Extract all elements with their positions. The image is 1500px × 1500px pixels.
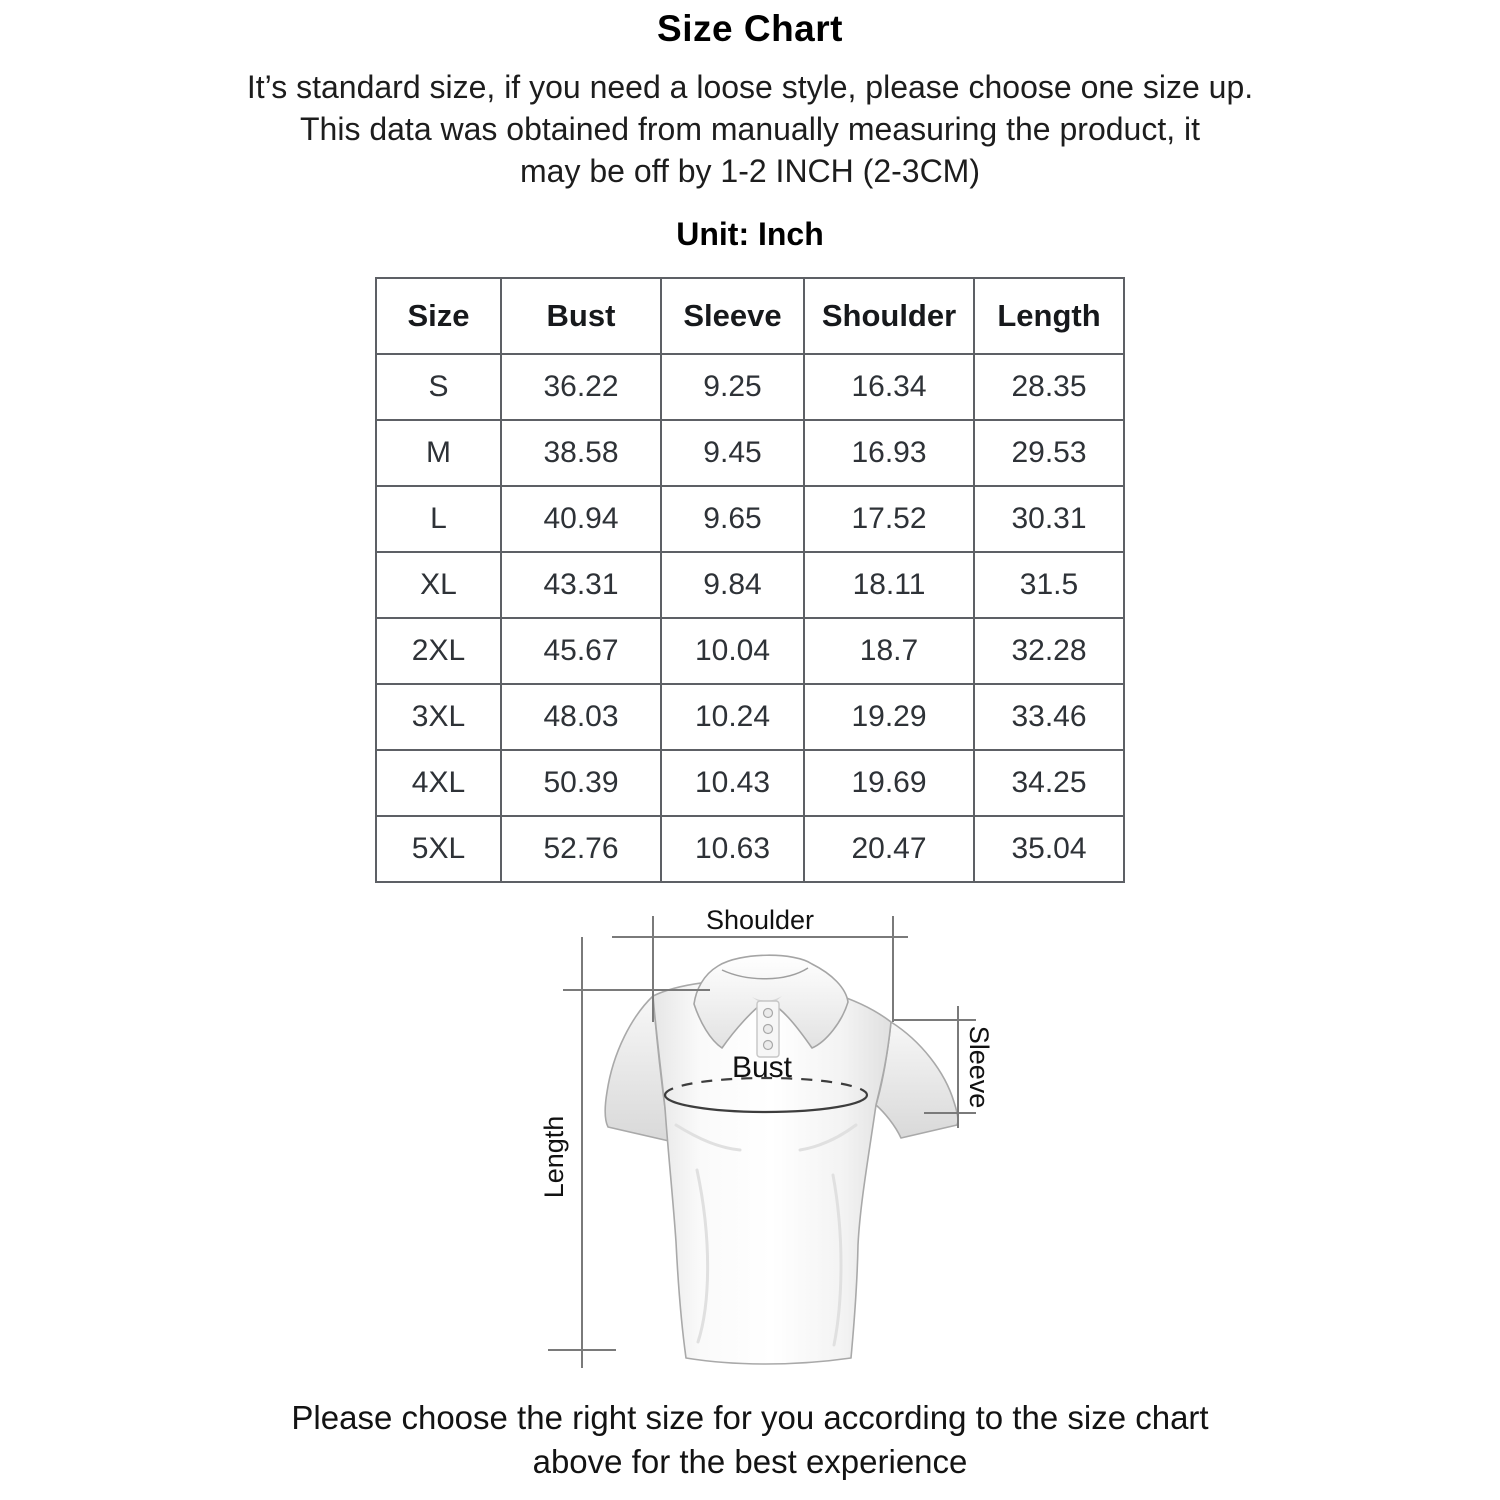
page-title: Size Chart [657,8,843,49]
table-row [376,750,1124,816]
table-cell: 17.52 [804,486,974,552]
table-cell: 9.25 [661,354,804,420]
table-cell: 10.43 [661,750,804,816]
table-cell: 10.04 [661,618,804,684]
table-cell: 28.35 [974,354,1124,420]
table-cell: M [376,420,501,486]
size-note-line-3: may be off by 1-2 INCH (2-3CM) [520,153,980,189]
polo-shirt-illustration [605,955,958,1364]
sleeve-label: Sleeve [964,1025,994,1109]
unit-label: Unit: Inch [676,216,824,252]
table-cell: 3XL [376,684,501,750]
table-cell: 50.39 [501,750,661,816]
col-header-shoulder: Shoulder [804,278,974,354]
table-cell: 9.65 [661,486,804,552]
table-cell: 30.31 [974,486,1124,552]
table-cell: 5XL [376,816,501,882]
table-cell: L [376,486,501,552]
footer-note-line-2: above for the best experience [532,1443,968,1480]
size-table-body [376,354,1124,882]
size-note-line-2: This data was obtained from manually measuring the product, it [299,111,1200,147]
table-header-row [376,278,1124,354]
table-cell: XL [376,552,501,618]
table-cell: 29.53 [974,420,1124,486]
shoulder-label: Shoulder [705,905,815,935]
table-cell: 38.58 [501,420,661,486]
size-table [375,277,1125,883]
table-cell: 36.22 [501,354,661,420]
size-note-line-1: It’s standard size, if you need a loose style, please choose one size up. [246,69,1254,105]
table-cell: 18.11 [804,552,974,618]
shirt-buttons [764,1009,773,1050]
table-row [376,816,1124,882]
table-cell: 31.5 [974,552,1124,618]
table-row [376,618,1124,684]
table-cell: 16.93 [804,420,974,486]
table-row [376,486,1124,552]
table-row [376,684,1124,750]
size-note [0,66,1500,192]
col-header-length: Length [974,278,1124,354]
table-cell: 48.03 [501,684,661,750]
table-cell: 2XL [376,618,501,684]
table-cell: 9.45 [661,420,804,486]
table-cell: 43.31 [501,552,661,618]
footer-note-line-1: Please choose the right size for you according to the size chart [291,1399,1209,1436]
footer-note [0,1396,1500,1484]
table-row [376,420,1124,486]
col-header-bust: Bust [501,278,661,354]
table-cell: 4XL [376,750,501,816]
table-row [376,354,1124,420]
table-cell: 35.04 [974,816,1124,882]
shirt-measurement-diagram [528,896,1010,1384]
table-cell: 45.67 [501,618,661,684]
table-cell: 33.46 [974,684,1124,750]
table-row [376,552,1124,618]
col-header-sleeve: Sleeve [661,278,804,354]
col-header-size: Size [376,278,501,354]
table-cell: 10.24 [661,684,804,750]
table-cell: 32.28 [974,618,1124,684]
table-cell: 18.7 [804,618,974,684]
table-cell: 10.63 [661,816,804,882]
table-cell: 19.69 [804,750,974,816]
table-cell: 19.29 [804,684,974,750]
table-cell: 34.25 [974,750,1124,816]
table-cell: 52.76 [501,816,661,882]
length-label: Length [539,1115,569,1199]
table-cell: 40.94 [501,486,661,552]
table-cell: 9.84 [661,552,804,618]
table-cell: S [376,354,501,420]
bust-label: Bust [731,1051,793,1084]
table-cell: 20.47 [804,816,974,882]
table-cell: 16.34 [804,354,974,420]
